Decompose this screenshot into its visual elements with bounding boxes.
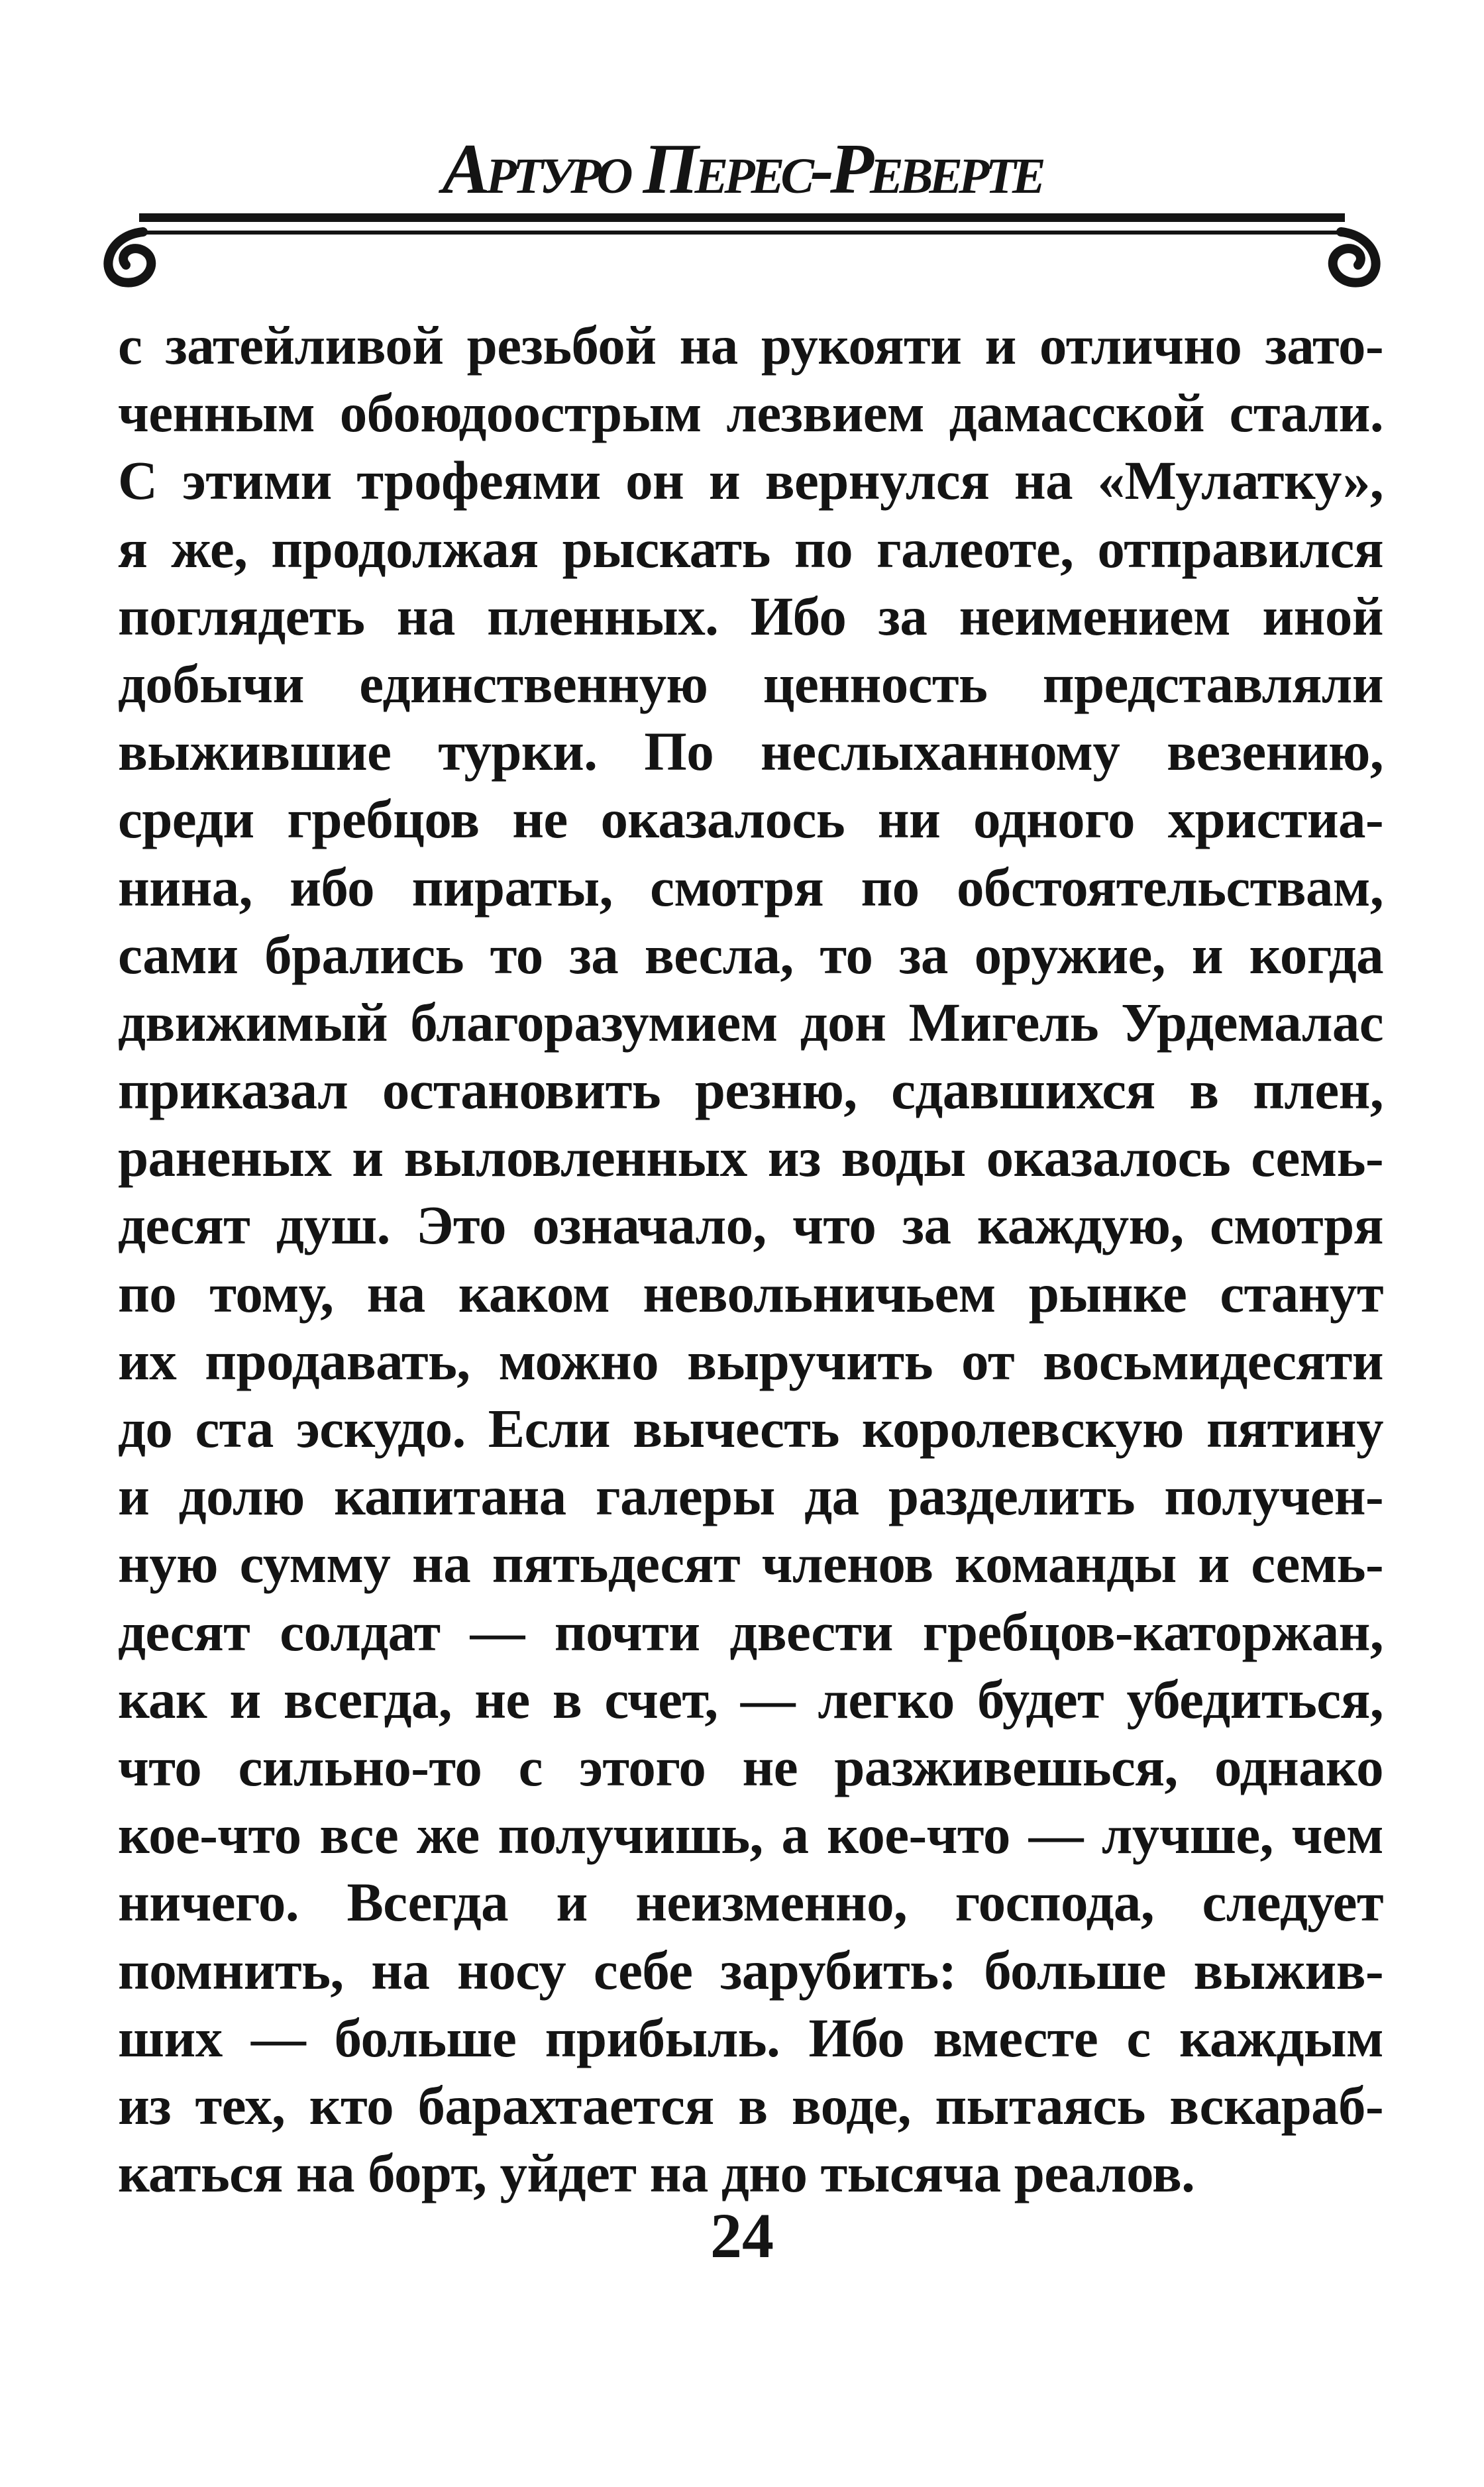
text-line: десят солдат — почти двести гребцов-каторжан, <box>118 1601 1383 1662</box>
text-line: добычи единственную ценность представляли <box>118 653 1383 714</box>
text-line: и долю капитана галеры да разделить получен- <box>118 1465 1383 1527</box>
text-line: ничего. Всегда и неизменно, господа, следует <box>118 1872 1383 1933</box>
text-line: раненых и выловленных из воды оказалось семь- <box>118 1127 1383 1189</box>
text-line: ших — больше прибыль. Ибо вместе с каждым <box>118 2007 1383 2068</box>
text-line: по тому, на каком невольничьем рынке станут <box>118 1262 1383 1324</box>
text-line: выжившие турки. По неслыханному везению, <box>118 721 1383 782</box>
text-line: помнить, на носу себе зарубить: больше выжив- <box>118 1939 1383 2001</box>
text-line: из тех, кто барахтается в воде, пытаясь вскараб- <box>118 2074 1383 2136</box>
text-line: сами брались то за весла, то за оружие, и когда <box>118 924 1383 985</box>
header-rule-thin <box>139 231 1345 235</box>
text-line: кое-что все же получишь, а кое-что — лучше, чем <box>118 1804 1383 1866</box>
text-line: нина, ибо пираты, смотря по обстоятельствам, <box>118 856 1383 918</box>
text-line: среди гребцов не оказалось ни одного христиа- <box>118 788 1383 850</box>
text-line: ную сумму на пятьдесят членов команды и семь- <box>118 1533 1383 1595</box>
text-line: что сильно-то с этого не разживешься, однако <box>118 1736 1383 1797</box>
header-ornament-rule <box>99 213 1385 288</box>
text-line: движимый благоразумием дон Мигель Урдемалас <box>118 991 1383 1053</box>
text-line: С этими трофеями он и вернулся на «Мулатку», <box>118 450 1383 511</box>
text-line: приказал остановить резню, сдавшихся в плен, <box>118 1059 1383 1121</box>
body-text <box>118 311 1383 2207</box>
left-scroll-ornament <box>108 232 151 283</box>
header-rule-thick <box>139 213 1345 222</box>
text-line-last: каться на борт, уйдет на дно тысяча реалов. <box>118 2143 1195 2204</box>
running-head: Артуро Перес-Реверте <box>442 130 1042 209</box>
page-number: 24 <box>710 2200 774 2271</box>
text-line: ченным обоюдоострым лезвием дамасской стали. <box>118 382 1383 444</box>
text-line: десят душ. Это означало, что за каждую, смотря <box>118 1194 1383 1256</box>
text-line: до ста эскудо. Если вычесть королевскую пятину <box>118 1398 1383 1459</box>
right-scroll-ornament <box>1333 232 1376 283</box>
text-line: как и всегда, не в счет, — легко будет убедиться, <box>118 1668 1383 1730</box>
text-line: с затейливой резьбой на рукояти и отлично зато- <box>118 315 1383 376</box>
text-line: их продавать, можно выручить от восьмидесяти <box>118 1330 1383 1391</box>
text-line: я же, продолжая рыскать по галеоте, отправился <box>118 517 1383 579</box>
text-line: поглядеть на пленных. Ибо за неимением иной <box>118 585 1383 647</box>
